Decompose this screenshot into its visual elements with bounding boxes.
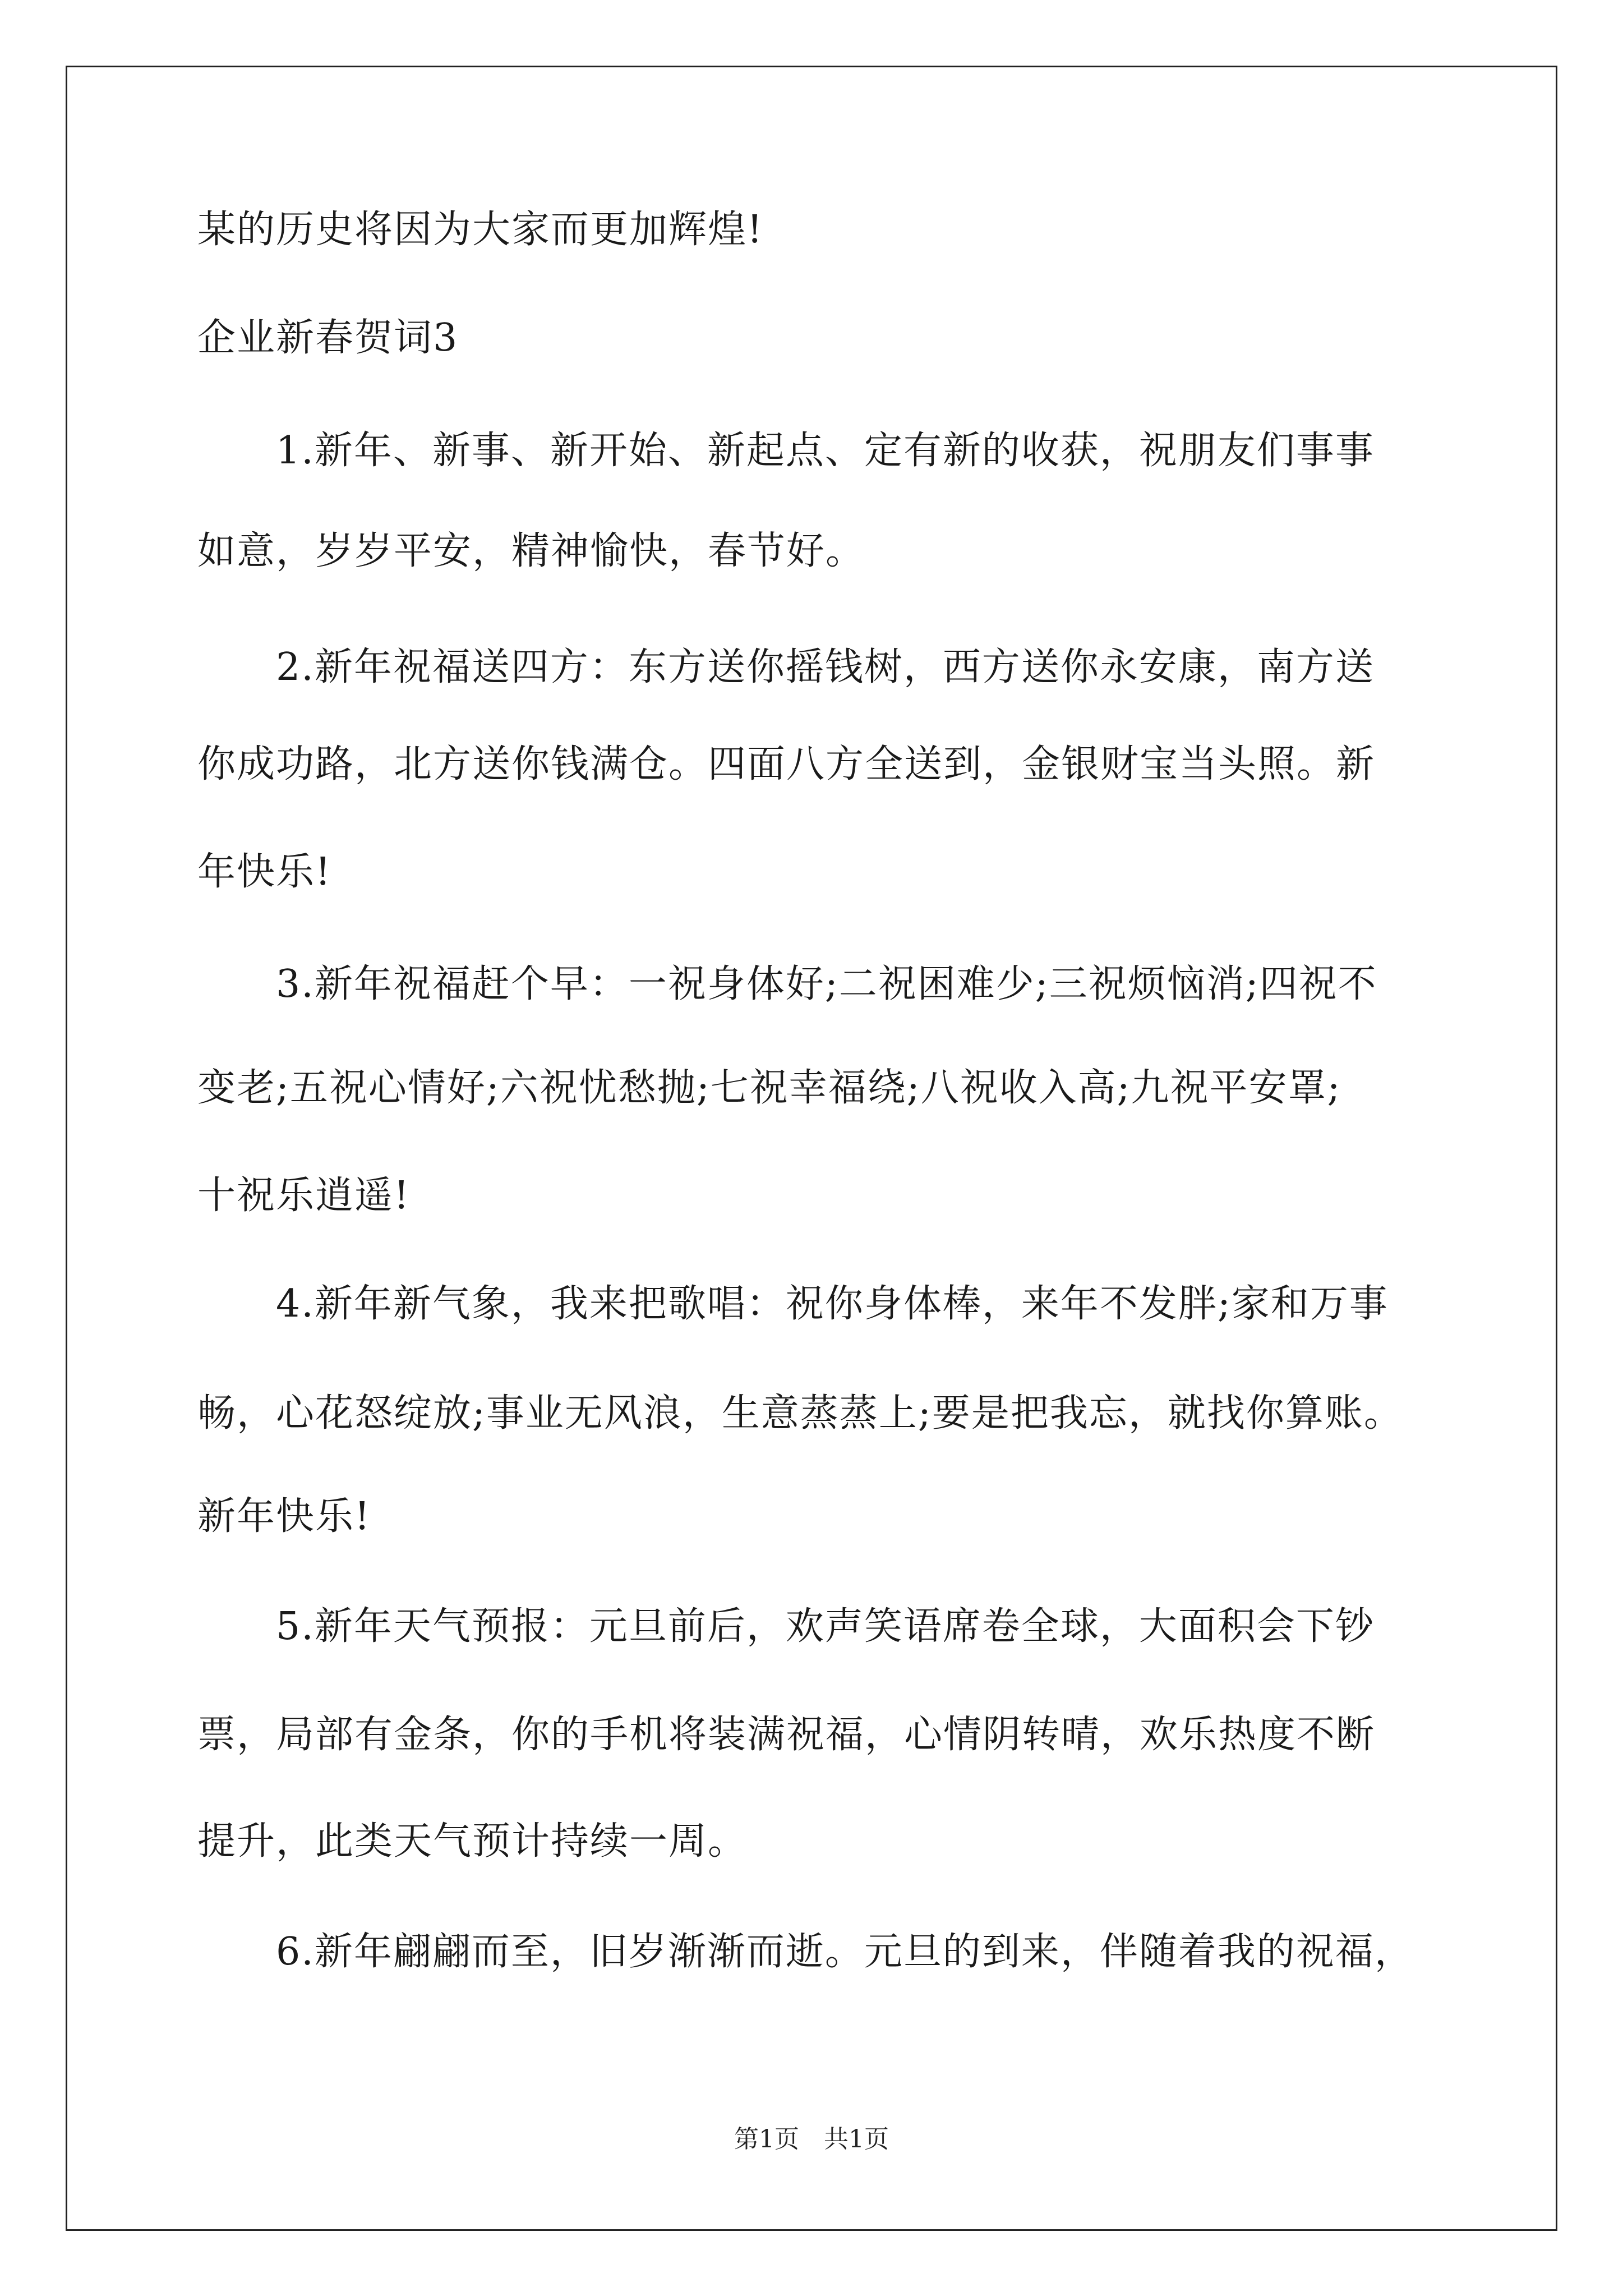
paragraph-5-line-1: 5.新年天气预报：元旦前后，欢声笑语席卷全球，大面积会下钞 [276, 1604, 1375, 1649]
paragraph-2-line-3: 年快乐! [197, 850, 332, 894]
paragraph-2-line-1: 2.新年祝福送四方：东方送你摇钱树，西方送你永安康，南方送 [276, 645, 1375, 689]
paragraph-2-line-2: 你成功路，北方送你钱满仓。四面八方全送到，金银财宝当头照。新 [197, 742, 1376, 786]
paragraph-1-line-2: 如意，岁岁平安，精神愉快，春节好。 [197, 529, 865, 573]
paragraph-4-line-1: 4.新年新气象，我来把歌唱：祝你身体棒，来年不发胖;家和万事 [276, 1282, 1389, 1326]
body-line: 某的历史将因为大家而更加辉煌! [197, 208, 764, 252]
paragraph-5-line-2: 票，局部有金条，你的手机将装满祝福，心情阴转晴，欢乐热度不断 [197, 1713, 1376, 1757]
paragraph-3-line-1: 3.新年祝福赶个早：一祝身体好;二祝困难少;三祝烦恼消;四祝不 [276, 962, 1377, 1006]
paragraph-3-line-3: 十祝乐逍遥! [197, 1174, 411, 1218]
section-heading: 企业新春贺词3 [197, 316, 459, 360]
paragraph-4-line-2: 畅，心花怒绽放;事业无风浪，生意蒸蒸上;要是把我忘，就找你算账。 [197, 1391, 1403, 1435]
paragraph-1-line-1: 1.新年、新事、新开始、新起点、定有新的收获，祝朋友们事事 [276, 429, 1375, 473]
paragraph-4-line-3: 新年快乐! [197, 1494, 371, 1539]
page-footer: 第1页 共1页 [734, 2125, 889, 2154]
paragraph-6-line-1: 6.新年翩翩而至，旧岁渐渐而逝。元旦的到来，伴随着我的祝福， [276, 1930, 1414, 1974]
page-border [66, 66, 1557, 2231]
paragraph-3-line-2: 变老;五祝心情好;六祝忧愁抛;七祝幸福绕;八祝收入高;九祝平安罩; [197, 1066, 1341, 1110]
paragraph-5-line-3: 提升，此类天气预计持续一周。 [197, 1819, 748, 1864]
